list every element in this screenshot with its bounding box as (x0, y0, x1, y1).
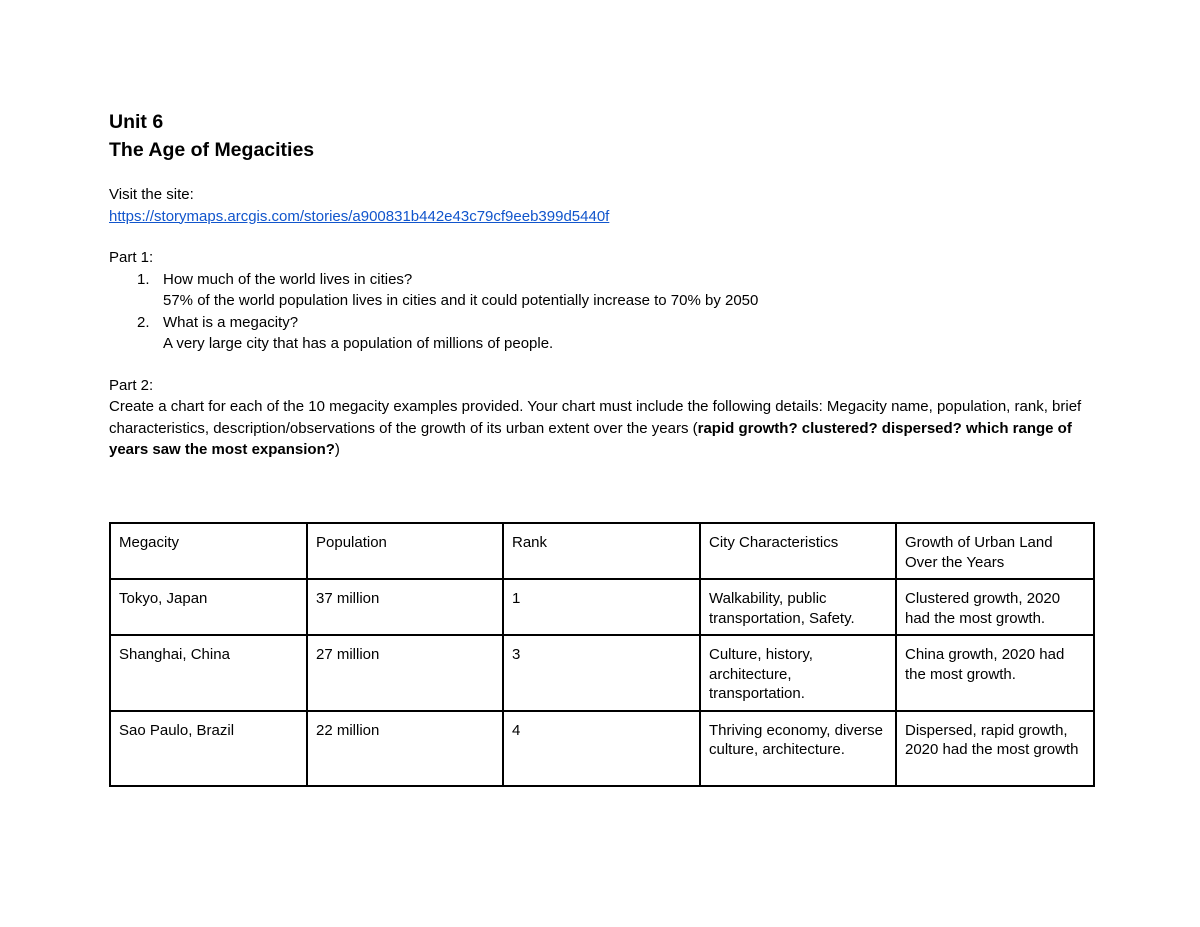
instructions-text: Create a chart for each of the 10 megacity examples provided. Your chart must include the following details: Megacity name, population, rank, brief characteristics, description/observations of the growth of its urban extent over the years ( (109, 398, 1082, 437)
part1-heading: Part 1: (109, 249, 154, 266)
answer-text: 57% of the world population lives in cities and it could potentially increase to 70% by 2050 (163, 292, 759, 309)
table-cell: Sao Paulo, Brazil (110, 711, 307, 786)
table-cell: Dispersed, rapid growth, 2020 had the most growth (896, 711, 1094, 786)
table-cell: Thriving economy, diverse culture, architecture. (700, 711, 896, 786)
table-cell: 37 million (307, 579, 503, 635)
document-page (109, 108, 1094, 461)
table-cell: Shanghai, China (110, 635, 307, 711)
part1-question-list (109, 269, 1094, 355)
header-cell: City Characteristics (700, 523, 896, 579)
page-title: The Age of Megacities (109, 139, 315, 161)
table-cell: Walkability, public transportation, Safety. (700, 579, 896, 635)
spacer (109, 227, 1094, 247)
table-row (110, 579, 1094, 635)
part2-instructions (109, 396, 1094, 461)
storymap-link[interactable]: https://storymaps.arcgis.com/stories/a900831b442e43c79cf9eeb399d5440f (109, 207, 610, 225)
list-item (109, 312, 1094, 355)
header-cell: Rank (503, 523, 700, 579)
table-cell: Culture, history, architecture, transportation. (700, 635, 896, 711)
table-row (110, 635, 1094, 711)
table-cell: 3 (503, 635, 700, 711)
table-cell: China growth, 2020 had the most growth. (896, 635, 1094, 711)
instructions-end: ) (334, 441, 340, 458)
table-cell: Clustered growth, 2020 had the most growth. (896, 579, 1094, 635)
header-cell: Population (307, 523, 503, 579)
question-text: What is a megacity? (163, 313, 299, 331)
visit-label: Visit the site: (109, 186, 194, 203)
table-cell: 4 (503, 711, 700, 786)
header-cell: Growth of Urban Land Over the Years (896, 523, 1094, 579)
megacity-table (109, 522, 1095, 787)
list-item (109, 269, 1094, 312)
part2-heading: Part 2: (109, 376, 154, 394)
table-cell: 1 (503, 579, 700, 635)
unit-heading: Unit 6 (109, 111, 164, 133)
table-cell: 22 million (307, 711, 503, 786)
header-cell: Megacity (110, 523, 307, 579)
answer-text: A very large city that has a population of millions of people. (163, 335, 554, 352)
spacer (109, 164, 1094, 184)
table-cell: Tokyo, Japan (110, 579, 307, 635)
table-cell: 27 million (307, 635, 503, 711)
instructions-bold-text: rapid growth? clustered? dispersed? which range of years saw the most expansion? (109, 419, 1072, 458)
question-number: 1. (137, 270, 150, 288)
question-text: How much of the world lives in cities? (163, 270, 413, 288)
table-row (110, 711, 1094, 786)
spacer (109, 355, 1094, 375)
table-header-row (110, 523, 1094, 579)
question-number: 2. (137, 313, 150, 331)
